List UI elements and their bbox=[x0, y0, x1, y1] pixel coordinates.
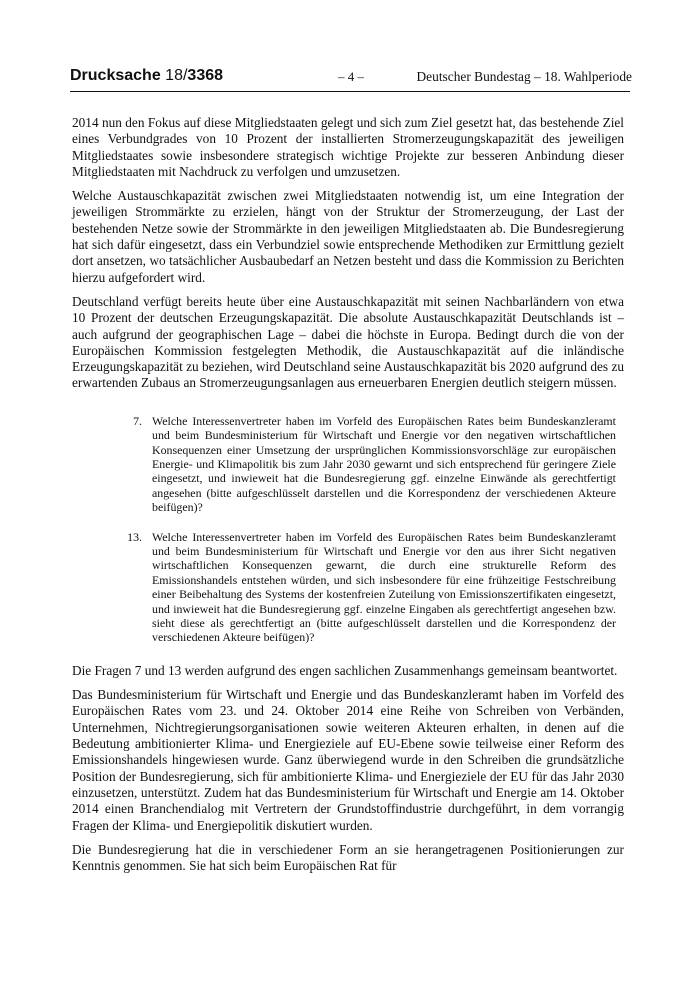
document-body bbox=[72, 115, 624, 882]
document-number bbox=[70, 66, 223, 86]
question-number: 13. bbox=[127, 529, 142, 544]
doc-number-suffix: 3368 bbox=[187, 67, 224, 84]
page-header bbox=[70, 66, 630, 90]
paragraph: 2014 nun den Fokus auf diese Mitgliedstaaten gelegt und sich zum Ziel gesetzt hat, das bestehende Ziel eines Verbundgrades von 10 Prozent der installierten Stromerzeugungskapazität des jeweiligen Mitgliedstaates sowie insbesondere strategisch wichtige Projekte zur besseren Anbindung dieser Mitgliedstaaten mit Nachdruck zu verfolgen und umzusetzen. bbox=[72, 115, 624, 179]
doc-label: Drucksache bbox=[70, 67, 161, 84]
question-text: Welche Interessenvertreter haben im Vorfeld des Europäischen Rates beim Bundeskanzleramt und beim Bundesministerium für Wirtschaft und Energie vor den aus ihrer Sicht negativen wirtschaftlichen Konsequenzen gewarnt, die durch eine strukturelle Reform des Emissionshandels entstehen würden, und sich insbesondere für eine frühzeitige Festschreibung einer Beibehaltung des Systems der kostenfreien Zuteilung von Emissionszertifikaten eingesetzt, und inwieweit hat die Bundesregierung ggf. einzelne Eingaben als gerechtfertigt angesehen bzw. sieht diese als gerechtfertigt an (bitte aufgeschlüsselt darstellen und die Korrespondenz der verschiedenen Akteure beifügen)? bbox=[152, 529, 616, 645]
question-number: 7. bbox=[133, 413, 142, 428]
paragraph: Deutschland verfügt bereits heute über eine Austauschkapazität mit seinen Nachbarländern von etwa 10 Prozent der deutschen Erzeugungskapazität. Die absolute Austauschkapazität Deutschlands ist – auch aufgrund der geographischen Lage – dabei die höchste in Europa. Bedingt durch die von der Europäischen Kommission festgelegten Methodik, die Austauschkapazität auf die inländische Erzeugungskapazität zu beziehen, wird Deutschland seine Austauschkapazität bis 2020 aufgrund des zu erwartenden Zubaus an Stromerzeugungsanlagen aus erneuerbaren Energien deutlich steigern müssen. bbox=[72, 293, 624, 391]
paragraph: Die Bundesregierung hat die in verschiedener Form an sie herangetragenen Positionierungen zur Kenntnis genommen. Sie hat sich beim Europäischen Rat für bbox=[72, 841, 624, 874]
paragraph: Das Bundesministerium für Wirtschaft und Energie und das Bundeskanzleramt haben im Vorfeld des Europäischen Rates vom 23. und 24. Oktober 2014 eine Reihe von Schreiben von Verbänden, Unternehmen, Nichtregierungsorganisationen sowie weiteren Akteuren erhalten, in denen auf die Bedeutung ambitionierter Klima- und Energieziele auf EU-Ebene sowie teilweise einer Reform des Emissionshandels hingewiesen wurde. Ganz überwiegend wurde in den Schreiben die grundsätzliche Position der Bundesregierung, sich für ambitionierte Klima- und Energieziele der EU für das Jahr 2030 einzusetzen, unterstützt. Zudem hat das Bundesministerium für Wirtschaft und Energie am 14. Oktober 2014 einen Branchendialog mit Vertretern der Grundstoffindustrie durchgeführt, in dem vorrangig Fragen der Klima- und Energiepolitik diskutiert wurden. bbox=[72, 687, 624, 833]
institution-label: Deutscher Bundestag – 18. Wahlperiode bbox=[416, 69, 632, 84]
paragraph: Welche Austauschkapazität zwischen zwei Mitgliedstaaten notwendig ist, um eine Integration der jeweiligen Strommärkte zu erzielen, hängt von der Struktur der Stromerzeugung, der Last der bestehenden Netze sowie der Strommärkte in den jeweiligen Mitgliedstaaten ab. Die Bundesregierung hat sich dafür eingesetzt, dass ein Verbundziel sowie entsprechende Methodiken zur Ermittlung gezielt dort ansetzen, wo tatsächlicher Ausbaubedarf an Netzen besteht und dass die Kommission zu Berichten hierzu aufgefordert wird. bbox=[72, 188, 624, 285]
questions-block bbox=[120, 414, 624, 645]
header-rule bbox=[70, 91, 630, 92]
page-number: – 4 – bbox=[338, 69, 364, 84]
question-item bbox=[120, 414, 624, 515]
question-item bbox=[120, 530, 624, 645]
question-text: Welche Interessenvertreter haben im Vorfeld des Europäischen Rates beim Bundeskanzleramt und beim Bundesministerium für Wirtschaft und Energie vor den negativen wirtschaftlichen Konsequenzen einer Umsetzung der ursprünglichen Kommissionsvorschläge zur europäischen Energie- und Klimapolitik bis zum Jahr 2030 gewarnt und sich entsprechend für geringere Ziele eingesetzt, und inwieweit hat die Bundesregierung ggf. einzelne Einwände als gerechtfertigt angesehen (bitte aufgeschlüsselt darstellen und die Korrespondenz der verschiedenen Akteure beifügen)? bbox=[152, 413, 616, 515]
doc-number-prefix: 18/ bbox=[165, 67, 188, 84]
paragraph: Die Fragen 7 und 13 werden aufgrund des engen sachlichen Zusammenhangs gemeinsam beantwortet. bbox=[72, 662, 618, 678]
